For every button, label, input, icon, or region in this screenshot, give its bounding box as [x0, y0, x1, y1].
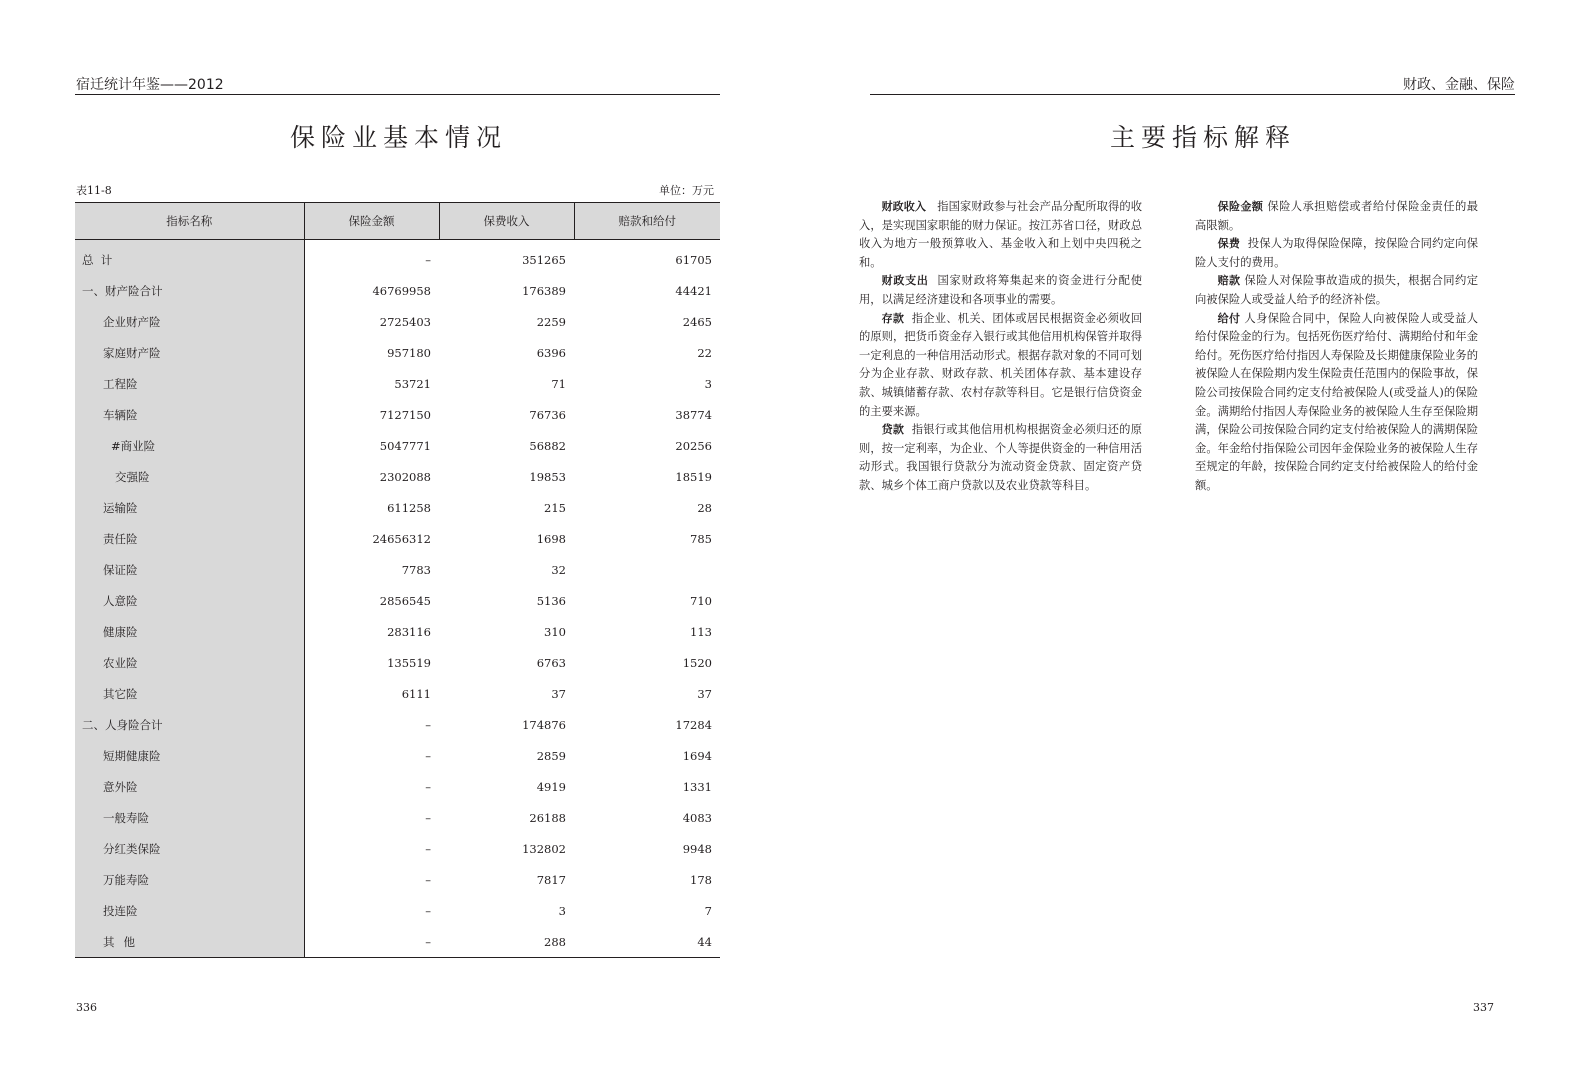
cell-premium: 6763: [536, 655, 566, 670]
definition-paragraph: [1195, 272, 1478, 309]
table-row: [75, 616, 720, 647]
header-insured-amount: 保险金额: [304, 203, 439, 240]
cell-premium: 132802: [522, 841, 566, 856]
table-row: [75, 368, 720, 399]
definition-text: 指银行或其他信用机构根据资金必须归还的原则，按一定利率，为企业、个人等提供资金的一种信用活动形式。我国银行贷款分为流动资金贷款、固定资产贷款、城乡个体工商户贷款以及农业贷款等科目。: [859, 423, 1142, 492]
cell-premium: 3: [558, 903, 566, 918]
table-row: [75, 771, 720, 802]
cell-claims: 1694: [682, 748, 712, 763]
row-name: 家庭财产险: [75, 337, 304, 368]
row-name: 企业财产险: [75, 306, 304, 337]
cell-insured: 5047771: [379, 438, 431, 453]
row-name: 健康险: [75, 616, 304, 647]
definition-term: 贷款: [881, 423, 905, 437]
cell-claims: 17284: [675, 717, 712, 732]
row-name: 总 计: [75, 240, 304, 276]
cell-premium: 37: [551, 686, 566, 701]
table-row: [75, 306, 720, 337]
cell-insured: 53721: [394, 376, 431, 391]
cell-premium: 71: [551, 376, 566, 391]
table-row: [75, 523, 720, 554]
cell-insured: –: [425, 252, 431, 267]
cell-insured: 2725403: [379, 314, 431, 329]
left-page: [0, 0, 790, 1077]
running-head: 宿迁统计年鉴——2012: [76, 77, 224, 93]
table-row: [75, 492, 720, 523]
cell-premium: 2259: [536, 314, 566, 329]
row-name: 万能寿险: [75, 864, 304, 895]
cell-insured: –: [425, 934, 431, 949]
definition-text: 保险人承担赔偿或者给付保险金责任的最高限额。: [1195, 200, 1478, 232]
definition-text: 保险人对保险事故造成的损失，根据合同约定向被保险人或受益人给予的经济补偿。: [1195, 274, 1478, 306]
definition-term: 存款: [881, 311, 905, 325]
cell-insured: –: [425, 717, 431, 732]
cell-claims: 28: [697, 500, 712, 515]
header-premium-income: 保费收入: [439, 203, 574, 240]
cell-claims: 1331: [682, 779, 712, 794]
header-rule: [870, 94, 1515, 95]
table-row: [75, 678, 720, 709]
cell-insured: 24656312: [372, 531, 431, 546]
cell-premium: 56882: [529, 438, 566, 453]
page-number: 336: [76, 1001, 97, 1014]
row-name: 人意险: [75, 585, 304, 616]
cell-insured: –: [425, 748, 431, 763]
cell-claims: 18519: [675, 469, 712, 484]
cell-premium: 5136: [536, 593, 566, 608]
row-name: 投连险: [75, 895, 304, 926]
cell-premium: 7817: [536, 872, 566, 887]
cell-claims: 1520: [682, 655, 712, 670]
page-title: 主要指标解释: [1110, 123, 1297, 152]
row-name: 一、财产险合计: [75, 275, 304, 306]
definition-paragraph: [859, 198, 1142, 272]
table-row: [75, 461, 720, 492]
cell-premium: 26188: [529, 810, 566, 825]
cell-claims: 9948: [682, 841, 712, 856]
table-row: [75, 740, 720, 771]
insurance-table: [75, 202, 720, 958]
cell-claims: 710: [690, 593, 712, 608]
definition-text: 国家财政将筹集起来的资金进行分配使用，以满足经济建设和各项事业的需要。: [859, 274, 1142, 306]
cell-insured: –: [425, 903, 431, 918]
cell-claims: 61705: [675, 252, 712, 267]
table-header-row: [75, 203, 720, 240]
definitions-column-right: [1195, 198, 1478, 496]
cell-claims: 38774: [675, 407, 712, 422]
cell-claims: 37: [697, 686, 712, 701]
definition-term: 赔款: [1217, 274, 1241, 288]
header-rule: [75, 94, 720, 95]
cell-claims: 785: [690, 531, 712, 546]
table-row: [75, 926, 720, 958]
table-row: [75, 709, 720, 740]
definition-term: 保费: [1217, 237, 1241, 251]
cell-premium: 76736: [529, 407, 566, 422]
row-name: 农业险: [75, 647, 304, 678]
definition-text: 人身保险合同中，保险人向被保险人或受益人给付保险金的行为。包括死伤医疗给付、满期给付和年金给付。死伤医疗给付指因人寿保险及长期健康保险业务的被保险人在保险期内发生保险责任范围内的保险事故，保险公司按保险合同约定支付给被保险人(或受益人)的保险金。满期给付指因人寿保险业务的被保险人生存至保险期满，保险公司按保险合同约定支付给被保险人的满期保险金。年金给付指保险公司因年金保险业务的被保险人生存至规定的年龄，按保险合同约定支付给被保险人的给付金额。: [1195, 311, 1478, 492]
table-row: [75, 399, 720, 430]
definition-text: 投保人为取得保险保障，按保险合同约定向保险人支付的费用。: [1195, 237, 1478, 269]
row-name: 保证险: [75, 554, 304, 585]
row-name: 短期健康险: [75, 740, 304, 771]
table-row: [75, 864, 720, 895]
table-row: [75, 895, 720, 926]
table-row: [75, 647, 720, 678]
definition-term: 财政收入: [881, 200, 926, 213]
table-number: 表11-8: [76, 184, 112, 197]
cell-claims: 20256: [675, 438, 712, 453]
table-row: [75, 554, 720, 585]
cell-premium: 32: [551, 562, 566, 577]
cell-insured: 46769958: [372, 283, 431, 298]
definition-text: 指企业、机关、团体或居民根据资金必须收回的原则，把货币资金存入银行或其他信用机构保管并取得一定利息的一种信用活动形式。根据存款对象的不同可划分为企业存款、财政存款、机关团体存款、基本建设存款、城镇储蓄存款、农村存款等科目。它是银行信贷资金的主要来源。: [859, 311, 1142, 418]
row-name: 其他: [75, 926, 304, 958]
table-row: [75, 337, 720, 368]
table-row: [75, 833, 720, 864]
cell-insured: 6111: [401, 686, 431, 701]
cell-insured: 957180: [387, 345, 431, 360]
running-head: 财政、金融、保险: [1403, 77, 1515, 93]
row-name: 意外险: [75, 771, 304, 802]
cell-claims: 113: [690, 624, 712, 639]
cell-claims: 22: [697, 345, 712, 360]
row-name: 分红类保险: [75, 833, 304, 864]
cell-premium: 215: [544, 500, 566, 515]
cell-claims: 44: [697, 934, 712, 949]
cell-insured: 7127150: [379, 407, 431, 422]
definition-paragraph: [859, 421, 1142, 495]
cell-claims: [574, 554, 720, 585]
table-row: [75, 275, 720, 306]
cell-premium: 310: [544, 624, 566, 639]
row-name: 工程险: [75, 368, 304, 399]
definition-paragraph: [1195, 310, 1478, 496]
definition-term: 给付: [1217, 311, 1241, 325]
cell-premium: 174876: [522, 717, 566, 732]
row-name: 交强险: [75, 461, 304, 492]
header-claims: 赔款和给付: [574, 203, 720, 240]
cell-insured: –: [425, 810, 431, 825]
cell-insured: 283116: [387, 624, 431, 639]
cell-claims: 3: [704, 376, 712, 391]
page-title: 保险业基本情况: [290, 123, 508, 152]
unit-label: 单位：万元: [659, 184, 714, 197]
cell-insured: –: [425, 779, 431, 794]
table-row: [75, 430, 720, 461]
row-name: 责任险: [75, 523, 304, 554]
row-name: 二、人身险合计: [75, 709, 304, 740]
definition-term: 财政支出: [881, 274, 929, 288]
table-row: [75, 585, 720, 616]
header-indicator: 指标名称: [75, 203, 304, 240]
definition-text: 指国家财政参与社会产品分配所取得的收入，是实现国家职能的财力保证。按江苏省口径，财政总收入为地方一般预算收入、基金收入和上划中央四税之和。: [859, 200, 1142, 269]
definition-term: 保险金额: [1217, 200, 1264, 213]
cell-insured: 2302088: [379, 469, 431, 484]
cell-premium: 176389: [522, 283, 566, 298]
cell-claims: 2465: [682, 314, 712, 329]
cell-claims: 4083: [682, 810, 712, 825]
table-row: [75, 802, 720, 833]
cell-claims: 7: [704, 903, 712, 918]
cell-premium: 4919: [536, 779, 566, 794]
cell-premium: 1698: [536, 531, 566, 546]
cell-insured: –: [425, 872, 431, 887]
definition-paragraph: [1195, 198, 1478, 235]
cell-premium: 288: [544, 934, 566, 949]
definitions-column-left: [859, 198, 1142, 496]
cell-premium: 6396: [536, 345, 566, 360]
cell-insured: 611258: [387, 500, 431, 515]
table-row: [75, 240, 720, 276]
cell-premium: 19853: [529, 469, 566, 484]
cell-claims: 178: [690, 872, 712, 887]
cell-insured: 135519: [387, 655, 431, 670]
cell-premium: 2859: [536, 748, 566, 763]
cell-insured: 7783: [401, 562, 431, 577]
definition-paragraph: [1195, 235, 1478, 272]
definition-paragraph: [859, 272, 1142, 309]
row-name: 运输险: [75, 492, 304, 523]
row-name: 车辆险: [75, 399, 304, 430]
definition-paragraph: [859, 310, 1142, 422]
row-name: #商业险: [75, 430, 304, 461]
row-name: 其它险: [75, 678, 304, 709]
row-name: 一般寿险: [75, 802, 304, 833]
page-number: 337: [1473, 1001, 1494, 1014]
cell-premium: 351265: [522, 252, 566, 267]
cell-claims: 44421: [675, 283, 712, 298]
cell-insured: 2856545: [379, 593, 431, 608]
cell-insured: –: [425, 841, 431, 856]
right-page: [790, 0, 1587, 1077]
